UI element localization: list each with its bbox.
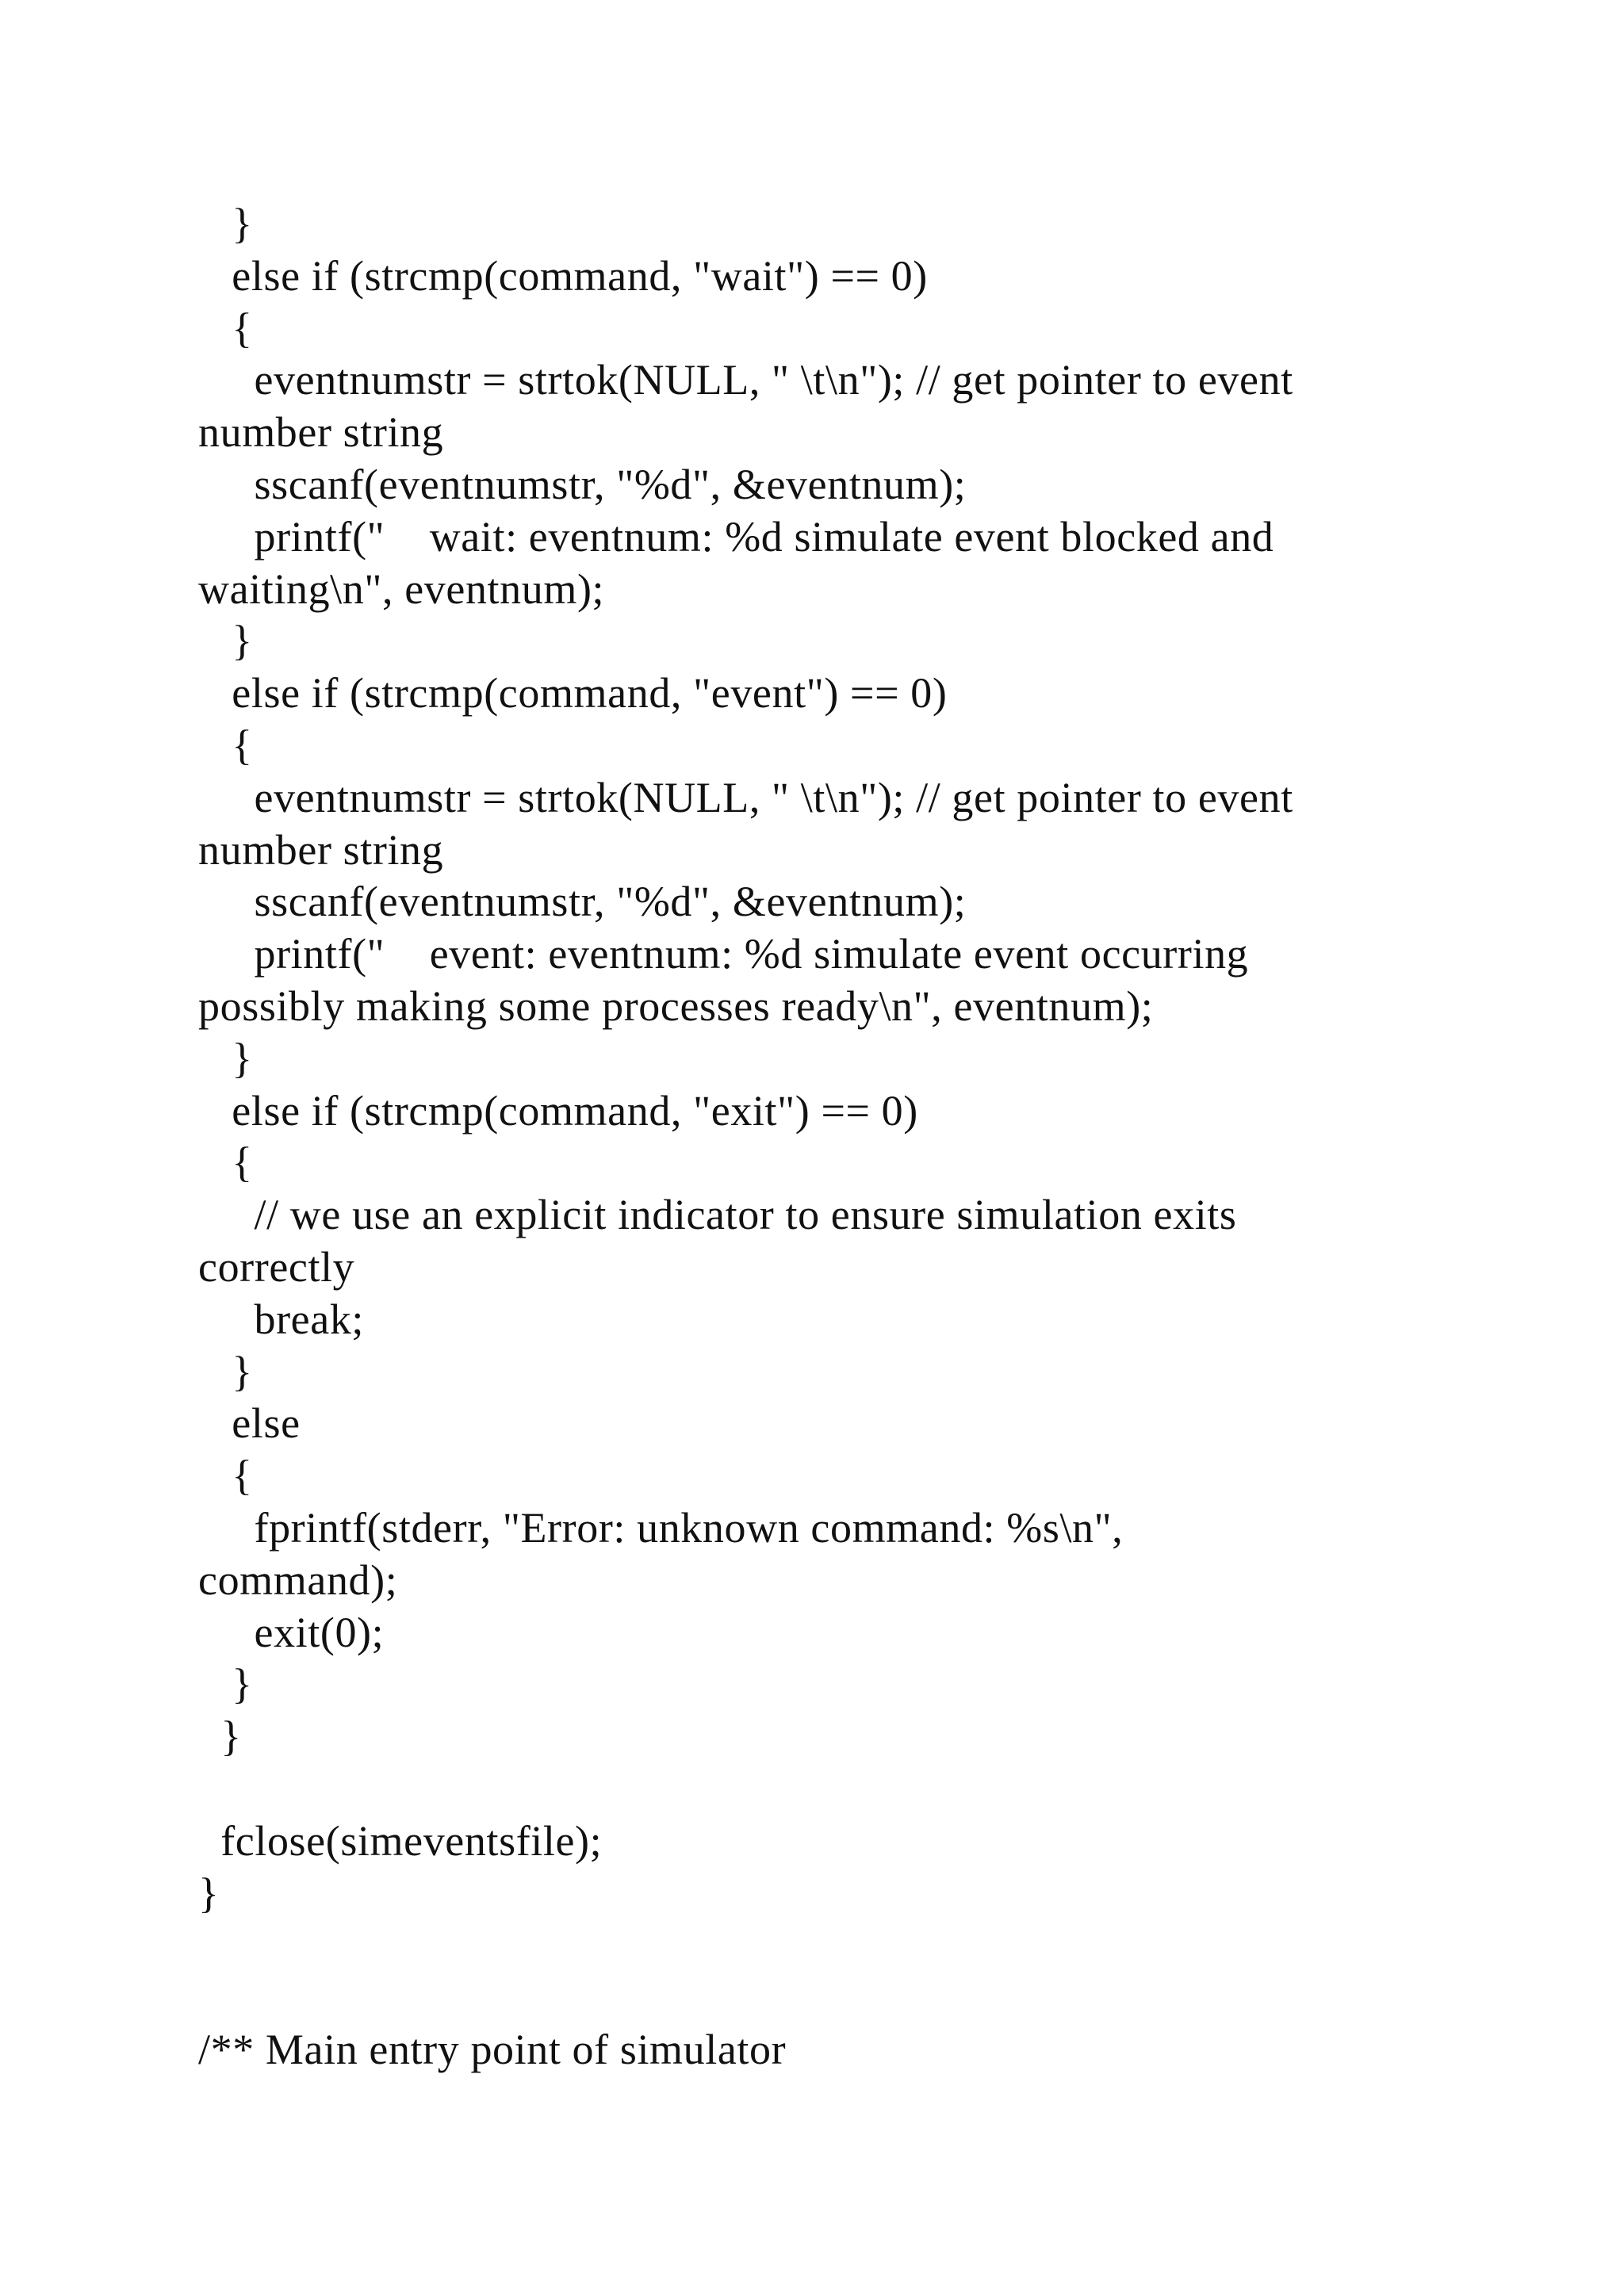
code-line: fclose(simeventsfile); (198, 1816, 603, 1865)
code-line: correctly (198, 1242, 355, 1291)
blank-line (198, 1919, 1467, 1972)
code-line: else if (strcmp(command, "wait") == 0) (198, 251, 928, 300)
code-line: } (198, 617, 253, 665)
code-line: } (198, 1660, 253, 1709)
code-line: { (198, 1452, 253, 1500)
code-line: { (198, 721, 253, 769)
code-listing (198, 198, 1467, 2076)
code-line: sscanf(eventnumstr, "%d", &eventnum); (198, 460, 967, 508)
code-line: } (198, 1034, 253, 1082)
code-line: // we use an explicit indicator to ensure simulation exits (198, 1191, 1237, 1239)
code-line: number string (198, 825, 444, 874)
code-line: } (198, 1347, 253, 1395)
code-line: command); (198, 1556, 398, 1604)
blank-line (198, 1763, 1467, 1816)
code-line: { (198, 1138, 253, 1187)
code-line: eventnumstr = strtok(NULL, " \t\n"); // get pointer to event (198, 356, 1293, 404)
code-line: } (198, 200, 253, 247)
code-line: fprintf(stderr, "Error: unknown command: %s\n", (198, 1503, 1124, 1552)
code-line: exit(0); (198, 1608, 385, 1656)
comment-line: /** Main entry point of simulator (198, 2025, 787, 2073)
code-line: eventnumstr = strtok(NULL, " \t\n"); // get pointer to event (198, 773, 1293, 821)
code-line: number string (198, 408, 444, 457)
code-line: possibly making some processes ready\n", eventnum); (198, 982, 1154, 1030)
code-line: waiting\n", eventnum); (198, 564, 605, 613)
code-line: else if (strcmp(command, "exit") == 0) (198, 1086, 918, 1135)
code-line: } (198, 1712, 242, 1761)
code-line: } (198, 1869, 220, 1917)
code-line: printf(" event: eventnum: %d simulate event occurring (198, 930, 1249, 978)
code-line: else if (strcmp(command, "event") == 0) (198, 669, 948, 718)
code-line: { (198, 304, 253, 352)
code-line: else (198, 1399, 301, 1448)
code-line: sscanf(eventnumstr, "%d", &eventnum); (198, 878, 967, 926)
code-line: break; (198, 1295, 365, 1343)
code-line: printf(" wait: eventnum: %d simulate event blocked and (198, 512, 1274, 561)
blank-line (198, 1972, 1467, 2024)
